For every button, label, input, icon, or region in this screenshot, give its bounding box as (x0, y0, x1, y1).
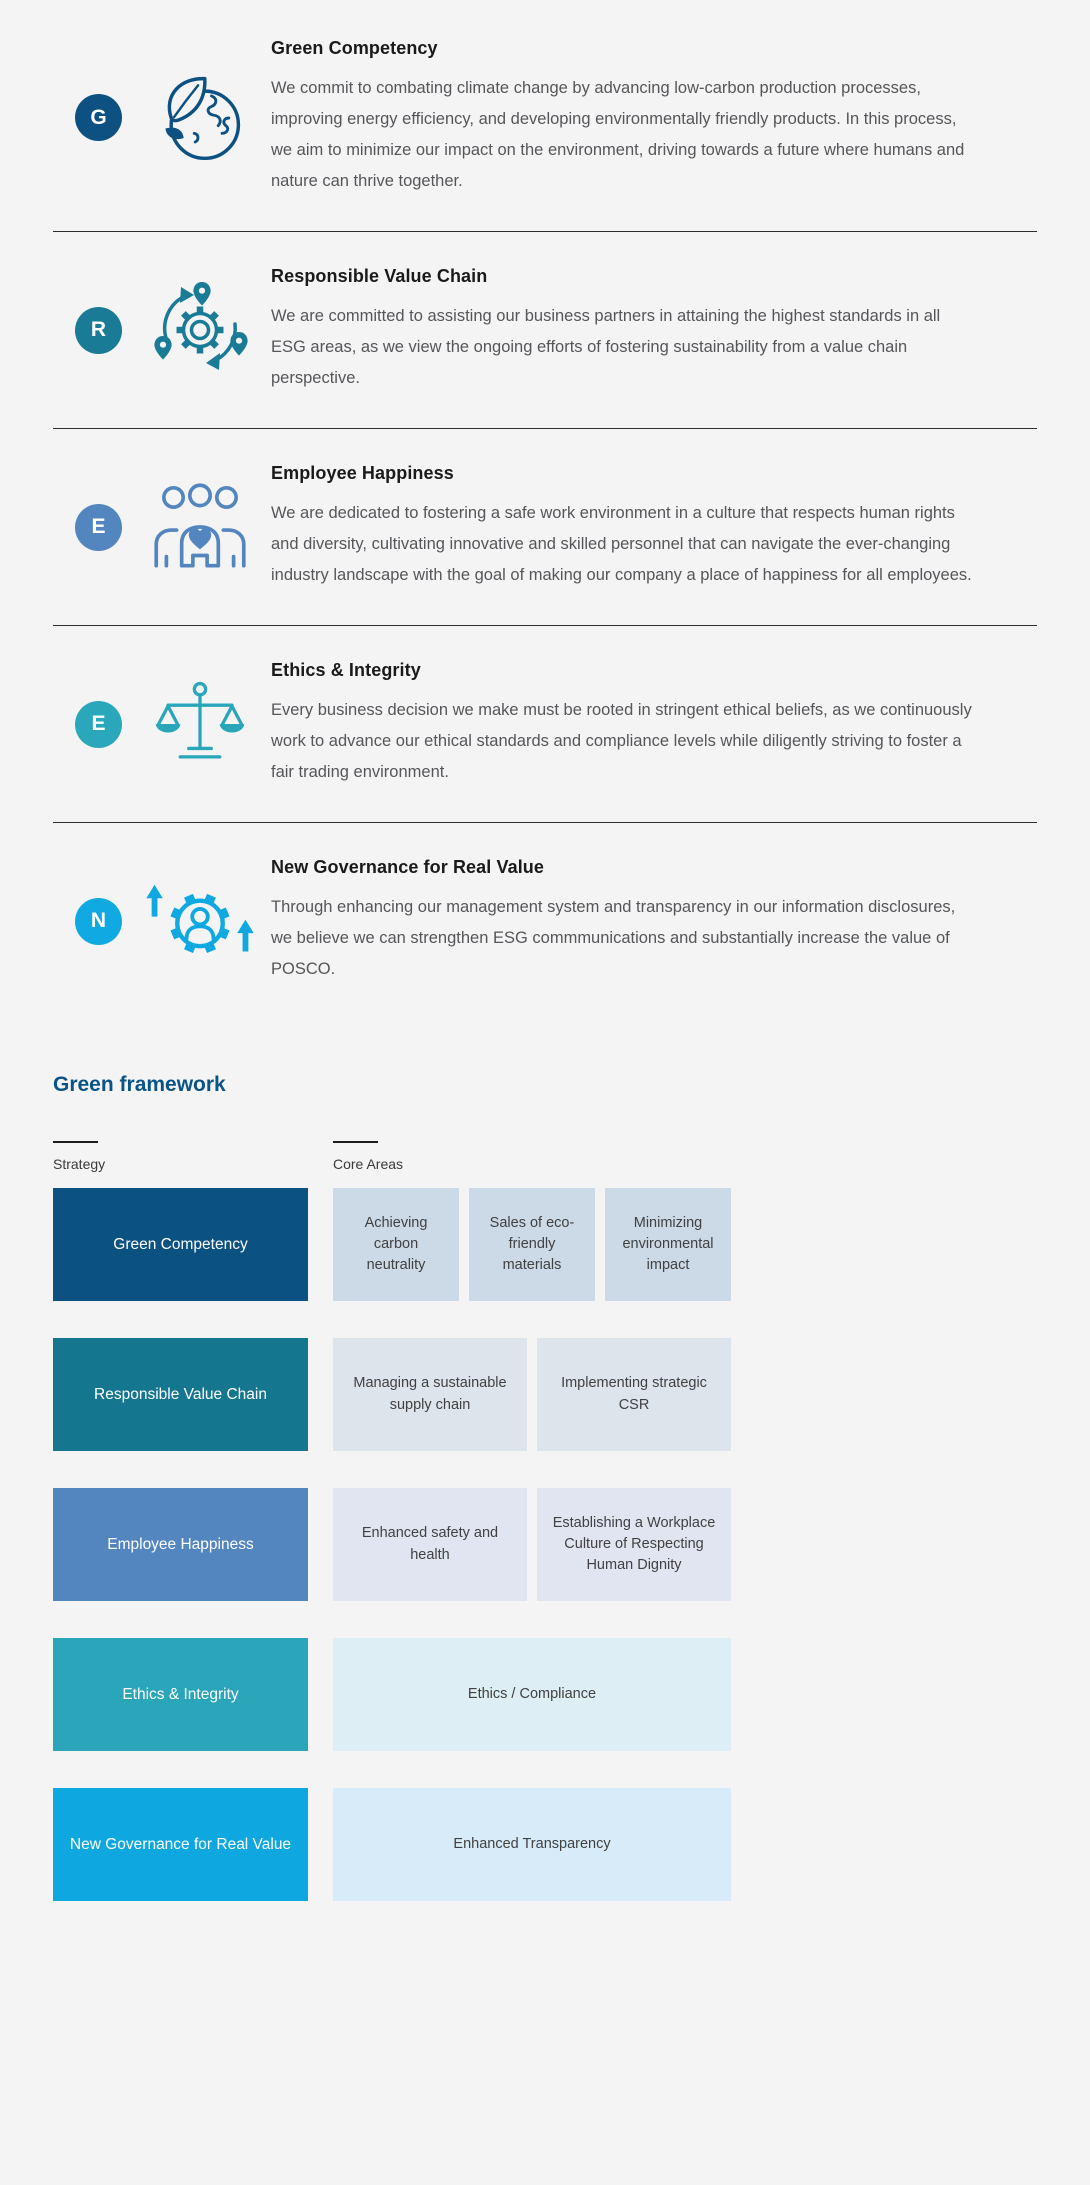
esg-section (53, 625, 1037, 822)
framework-row (53, 1788, 1037, 1901)
esg-letter-badge (75, 898, 122, 945)
balance-scale-icon (136, 677, 264, 771)
esg-section-list (53, 4, 1037, 1019)
strategy-label: Employee Happiness (107, 1535, 254, 1553)
esg-letter-badge (75, 701, 122, 748)
strategy-box (53, 1788, 308, 1901)
esg-section (53, 822, 1037, 1019)
strategy-label: Green Competency (113, 1235, 248, 1253)
core-area-label: Implementing strategic CSR (561, 1375, 707, 1413)
core-area-label: Minimizing environmental impact (622, 1214, 714, 1273)
framework-heading: Green framework (53, 1073, 226, 1096)
framework-row (53, 1188, 1037, 1301)
core-area-label: Establishing a Workplace Culture of Respecting Human Dignity (552, 1514, 716, 1573)
esg-letter-badge (75, 307, 122, 354)
esg-section-title: Employee Happiness (271, 463, 454, 483)
esg-letter: G (90, 105, 107, 129)
esg-letter: R (90, 318, 107, 341)
core-area-label: Sales of eco-friendly materials (489, 1214, 575, 1273)
esg-letter: E (91, 515, 106, 538)
esg-section-title: Responsible Value Chain (271, 266, 488, 286)
core-area-box (333, 1488, 527, 1601)
esg-letter: N (90, 909, 107, 932)
people-heart-icon (136, 480, 264, 574)
esg-section-description: We are dedicated to fostering a safe work environment in a culture that respects human rights and diversity, cultivating innovative and skilled personnel that can navigate the ever-changing industry landscape with the goal of making our company a place of happiness for all employees. (271, 504, 972, 584)
core-area-label: Managing a sustainable supply chain (353, 1375, 507, 1413)
framework-row (53, 1488, 1037, 1601)
core-area-label: Enhanced Transparency (453, 1835, 611, 1852)
cycle-gear-pins-icon (136, 280, 264, 380)
core-area-box (333, 1338, 527, 1451)
esg-letter-badge (75, 504, 122, 551)
esg-section-description: Every business decision we make must be rooted in stringent ethical beliefs, as we continuously work to advance our ethical standards and compliance levels while diligently striving to foster a fair trading environment. (271, 701, 972, 781)
esg-section-description: We commit to combating climate change by advancing low-carbon production processes, improving energy efficiency, and developing environmentally friendly products. In this process, we aim to minimize our impact on the environment, driving towards a future where humans and nature can thrive together. (271, 79, 965, 190)
strategy-label: Responsible Value Chain (94, 1385, 267, 1403)
esg-section (53, 428, 1037, 625)
framework-rows (53, 1188, 1037, 1901)
framework-row (53, 1638, 1037, 1751)
core-area-label: Enhanced safety and health (361, 1525, 499, 1563)
esg-section-title: Green Competency (271, 38, 438, 58)
strategy-box (53, 1188, 308, 1301)
core-area-box (469, 1188, 595, 1301)
core-area-label: Achieving carbon neutrality (364, 1214, 428, 1273)
framework-row (53, 1338, 1037, 1451)
globe-leaf-icon (136, 70, 264, 166)
strategy-box (53, 1338, 308, 1451)
framework-column-labels (53, 1141, 1037, 1172)
esg-letter: E (91, 712, 106, 735)
strategy-column-label: Strategy (53, 1141, 333, 1172)
core-area-box (537, 1488, 731, 1601)
gear-person-arrows-icon (136, 875, 264, 968)
core-area-label: Ethics / Compliance (467, 1685, 597, 1702)
core-area-box (333, 1788, 731, 1901)
strategy-box (53, 1488, 308, 1601)
core-area-box (605, 1188, 731, 1301)
esg-section (53, 231, 1037, 428)
esg-letter-badge (75, 94, 122, 141)
core-area-box (537, 1338, 731, 1451)
strategy-label: New Governance for Real Value (69, 1835, 292, 1853)
core-areas-column-label: Core Areas (333, 1141, 403, 1172)
core-area-box (333, 1188, 459, 1301)
esg-section-description: Through enhancing our management system and transparency in our information disclosures, we believe we can strengthen ESG commmunications and substantially increase the value of POSCO. (271, 898, 956, 978)
strategy-box (53, 1638, 308, 1751)
esg-section (53, 4, 1037, 231)
core-area-box (333, 1638, 731, 1751)
esg-section-title: Ethics & Integrity (271, 660, 421, 680)
framework-section (53, 1073, 1037, 1901)
esg-section-description: We are committed to assisting our business partners in attaining the highest standards in all ESG areas, as we view the ongoing efforts of fostering sustainability from a value chain perspective. (271, 307, 941, 387)
strategy-label: Ethics & Integrity (122, 1685, 239, 1703)
esg-section-title: New Governance for Real Value (271, 857, 545, 877)
